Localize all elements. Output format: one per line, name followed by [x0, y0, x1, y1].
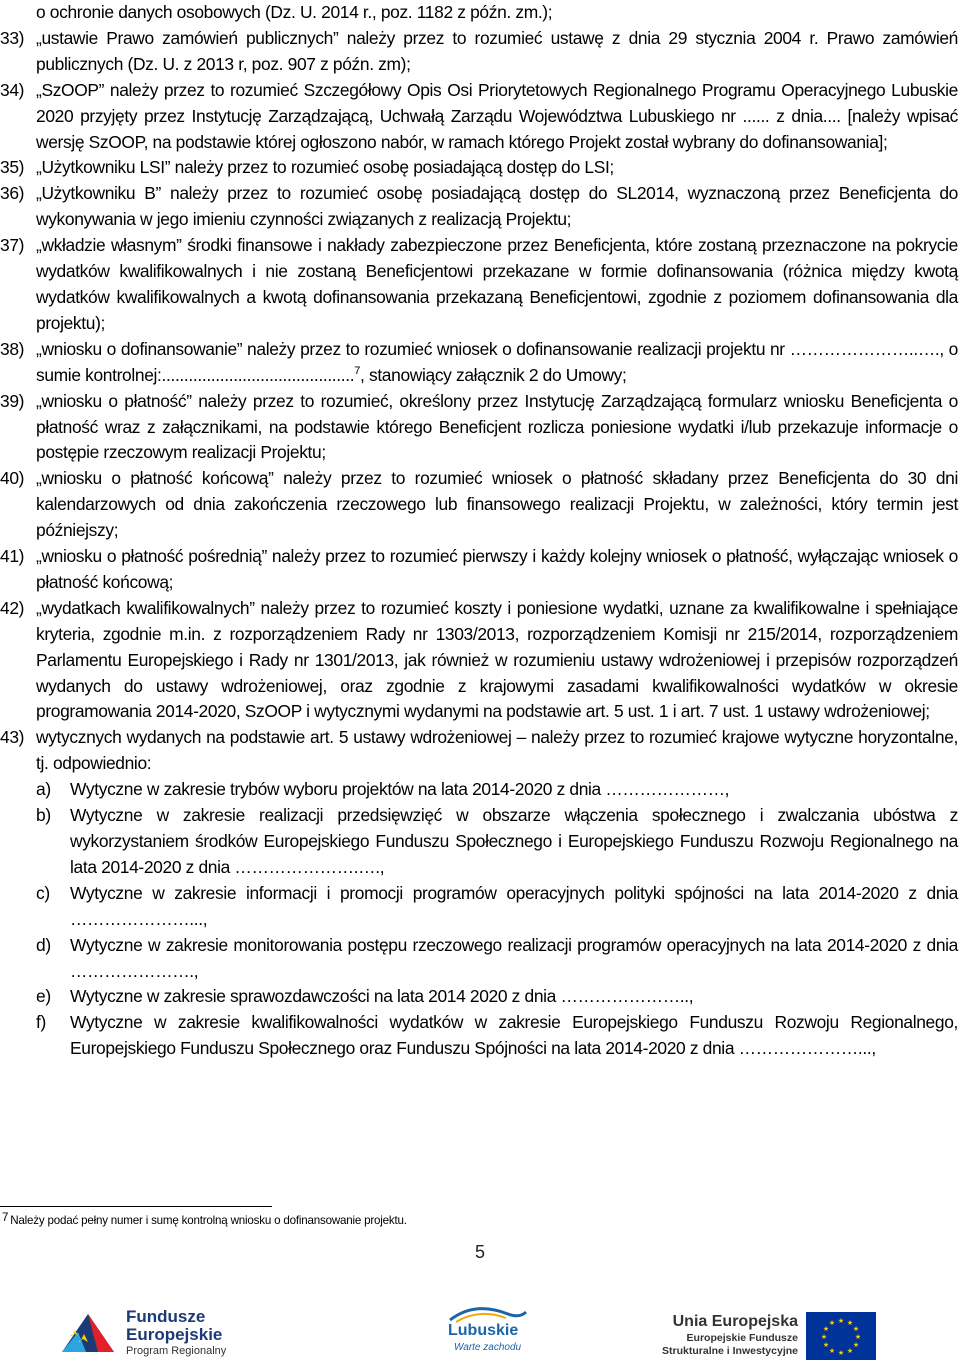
- item-number: 39): [0, 390, 25, 411]
- definition-item: [0, 389, 960, 467]
- item-number: 36): [0, 183, 25, 204]
- definition-item: [0, 181, 960, 233]
- item-text: „Użytkowniku LSI” należy przez to rozumieć osobę posiadającą dostęp do LSI;: [36, 157, 614, 178]
- ue-line-2: Europejskie Fundusze: [686, 1332, 798, 1344]
- sub-item: [36, 803, 958, 881]
- item-number: 42): [0, 597, 25, 618]
- sub-item: [36, 933, 958, 985]
- definition-item: [0, 337, 960, 389]
- footnote-text: Należy podać pełny numer i sumę kontrolną wniosku o dofinansowanie projektu.: [10, 1214, 407, 1227]
- item-text-continued: , stanowiący załącznik 2 do Umowy;: [360, 364, 627, 385]
- fe-line-2: Europejskie: [126, 1325, 223, 1344]
- sub-item-letter: f): [36, 1012, 46, 1033]
- item-text: „wkładzie własnym” środki finansowe i nakłady zabezpieczone przez Beneficjenta, które zostaną przeznaczone na pokrycie wydatków kwalifikowalnych i nie zostaną Beneficjentowi przekazane w formie dofinansowania (różnica między kwotą wydatków kwalifikowalnych a kwotą dofinansowania przekazaną Beneficjentowi, zgodnie z poziomem dofinansowania dla projektu);: [36, 235, 958, 333]
- page-number: 5: [474, 1242, 485, 1262]
- item-number: 34): [0, 79, 25, 100]
- definition-item: [0, 155, 960, 181]
- item-text: „wydatkach kwalifikowalnych” należy przez to rozumieć koszty i poniesione wydatki, uznane za kwalifikowalne i spełniające kryteria, zgodnie m.in. z rozporządzeniem Rady nr 1303/2013, rozporządzeniem Komisji nr 215/2014, rozporządzeniem Parlamentu Europejskiego i Rady nr 1301/2013, jak również w rozumieniu ustawy wdrożeniowej i przepisów rozporządzeń wydanych do ustawy wdrożeniowej, oraz zgodnie z krajowymi zasadami kwalifikowalności wydatków w okresie programowania 2014-2020, SzOOP i wytycznymi wydanymi na podstawie art. 5 ust. 1 i art. 7 ust. 1 ustawy wdrożeniowej;: [36, 597, 958, 722]
- footnote-separator: [0, 1206, 272, 1207]
- sub-item-text: Wytyczne w zakresie sprawozdawczości na lata 2014 2020 z dnia …………………..,: [70, 986, 694, 1007]
- footnote-reference[interactable]: 7: [354, 364, 361, 377]
- item-text: „wniosku o płatność” należy przez to rozumieć, określony przez Instytucję Zarządzającą formularz wniosku Beneficjenta o płatność wraz z załącznikami, na podstawie którego Beneficjent rozlicza poniesione wydatki i/lub przekazuje informacje o postępie rzeczowym realizacji Projektu;: [36, 390, 958, 463]
- svg-text:★: ★: [828, 1347, 836, 1355]
- svg-text:★: ★: [852, 1341, 860, 1349]
- sub-item-text: Wytyczne w zakresie monitorowania postępu rzeczowego realizacji programów operacyjnych na lata 2014-2020 z dnia ………………….,: [70, 934, 958, 981]
- item-text: wytycznych wydanych na podstawie art. 5 ustawy wdrożeniowej – należy przez to rozumieć krajowe wytyczne horyzontalne, tj. odpowiednio:: [36, 727, 958, 774]
- footnote: [2, 1214, 407, 1228]
- intro-line: o ochronie danych osobowych (Dz. U. 2014 r., poz. 1182 z późn. zm.);: [36, 2, 553, 22]
- definition-item: [0, 78, 960, 156]
- fe-line-1: Fundusze: [126, 1307, 206, 1326]
- guidelines-sublist: [36, 777, 958, 1062]
- sub-item-letter: e): [36, 986, 51, 1007]
- item-text: „Użytkowniku B” należy przez to rozumieć osobę posiadającą dostęp do SL2014, wyznaczoną przez Beneficjenta do wykonywania w jego imieniu czynności związanych z realizacją Projektu;: [36, 183, 958, 230]
- sub-item: [36, 881, 958, 933]
- ue-line-3: Strukturalne i Inwestycyjne: [662, 1345, 798, 1357]
- sub-item: [36, 1010, 958, 1062]
- ue-line-1: Unia Europejska: [672, 1313, 798, 1330]
- svg-text:★: ★: [820, 1333, 828, 1341]
- ue-wordmark: [650, 1312, 798, 1358]
- item-number: 35): [0, 157, 25, 178]
- svg-text:★: ★: [846, 1347, 854, 1355]
- item-number: 40): [0, 468, 25, 489]
- item-number: 41): [0, 546, 25, 567]
- sub-item-text: Wytyczne w zakresie trybów wyboru projektów na lata 2014-2020 z dnia …………………,: [70, 779, 730, 800]
- definition-item: [0, 26, 960, 78]
- item-number: 37): [0, 235, 25, 256]
- fundusze-europejskie-logo: [58, 1308, 258, 1368]
- svg-text:★: ★: [846, 1319, 854, 1327]
- sub-item-text: Wytyczne w zakresie realizacji przedsięwzięć w obszarze włączenia społecznego i zwalczania ubóstwa z wykorzystaniem środków Europejskiego Funduszu Społecznego i Europejskiego Funduszu Rozwoju Regionalnego na lata 2014-2020 z dnia ………………….….,: [70, 805, 958, 877]
- svg-text:★: ★: [822, 1341, 830, 1349]
- definition-item: [0, 725, 960, 1062]
- unia-europejska-logo: [650, 1312, 880, 1372]
- definitions-list: [0, 26, 960, 1062]
- footer-logos: [0, 1290, 960, 1372]
- lubuskie-logo: [448, 1318, 528, 1358]
- sub-item-letter: c): [36, 882, 50, 903]
- definition-item: [0, 596, 960, 726]
- sub-item: [36, 984, 958, 1010]
- definition-item: [0, 544, 960, 596]
- item-text: „SzOOP” należy przez to rozumieć Szczegółowy Opis Osi Priorytetowych Regionalnego Programu Operacyjnego Lubuskie 2020 przyjęty przez Instytucję Zarządzającą, Uchwałą Zarządu Województwa Lubuskiego nr ...... z dnia.... [należy wpisać wersję SzOOP, na podstawie której ogłoszono nabór, w ramach którego Projekt został wybrany do dofinansowania];: [36, 79, 958, 152]
- item-text: „wniosku o płatność pośrednią” należy przez to rozumieć pierwszy i każdy kolejny wniosek o płatność, wyłączając wniosek o płatność końcową;: [36, 546, 958, 592]
- item-number: 38): [0, 338, 25, 359]
- svg-text:★: ★: [854, 1333, 862, 1341]
- footnote-number: 7: [2, 1212, 9, 1224]
- svg-text:★: ★: [828, 1319, 836, 1327]
- item-number: 33): [0, 27, 25, 48]
- sub-item-text: Wytyczne w zakresie kwalifikowalności wydatków w zakresie Europejskiego Funduszu Rozwoju Regionalnego, Europejskiego Funduszu Społecznego oraz Funduszu Spójności na lata 2014-2020 z dnia …………………...,: [70, 1012, 958, 1059]
- svg-text:★: ★: [837, 1317, 845, 1325]
- item-text: „wniosku o płatność końcową” należy przez to rozumieć wniosek o płatność składany przez Beneficjenta do 30 dni kalendarzowych od dnia zakończenia rzeczowego lub finansowego realizacji Projektu, w zależności, który termin jest późniejszy;: [36, 468, 958, 541]
- svg-text:★: ★: [822, 1325, 830, 1333]
- item-text: „wniosku o dofinansowanie” należy przez to rozumieć wniosek o dofinansowanie realizacji projektu nr …………………..…., o sumie kontrolnej:...........................................: [36, 338, 958, 385]
- lubuskie-wordmark: Lubuskie: [448, 1322, 519, 1339]
- lubuskie-tagline: Warte zachodu: [454, 1342, 522, 1353]
- fe-emblem-icon: [58, 1308, 118, 1364]
- item-number: 43): [0, 727, 25, 748]
- sub-item-letter: b): [36, 805, 51, 826]
- sub-item-letter: a): [36, 779, 51, 800]
- sub-item-letter: d): [36, 934, 51, 955]
- definition-item: [0, 466, 960, 544]
- item-text: „ustawie Prawo zamówień publicznych” należy przez to rozumieć ustawę z dnia 29 stycznia 2004 r. Prawo zamówień publicznych (Dz. U. z 2013 r, poz. 907 z późn. zm);: [36, 27, 958, 74]
- eu-flag-icon: [806, 1312, 876, 1360]
- fe-line-3: Program Regionalny: [126, 1345, 227, 1357]
- fe-wordmark: [126, 1308, 226, 1358]
- sub-item: [36, 777, 958, 803]
- lubuskie-wave-icon: [448, 1302, 528, 1324]
- svg-text:★: ★: [837, 1349, 845, 1357]
- svg-text:★: ★: [852, 1325, 860, 1333]
- definition-item: [0, 233, 960, 337]
- sub-item-text: Wytyczne w zakresie informacji i promocji programów operacyjnych polityki spójności na lata 2014-2020 z dnia …………………...,: [70, 882, 958, 929]
